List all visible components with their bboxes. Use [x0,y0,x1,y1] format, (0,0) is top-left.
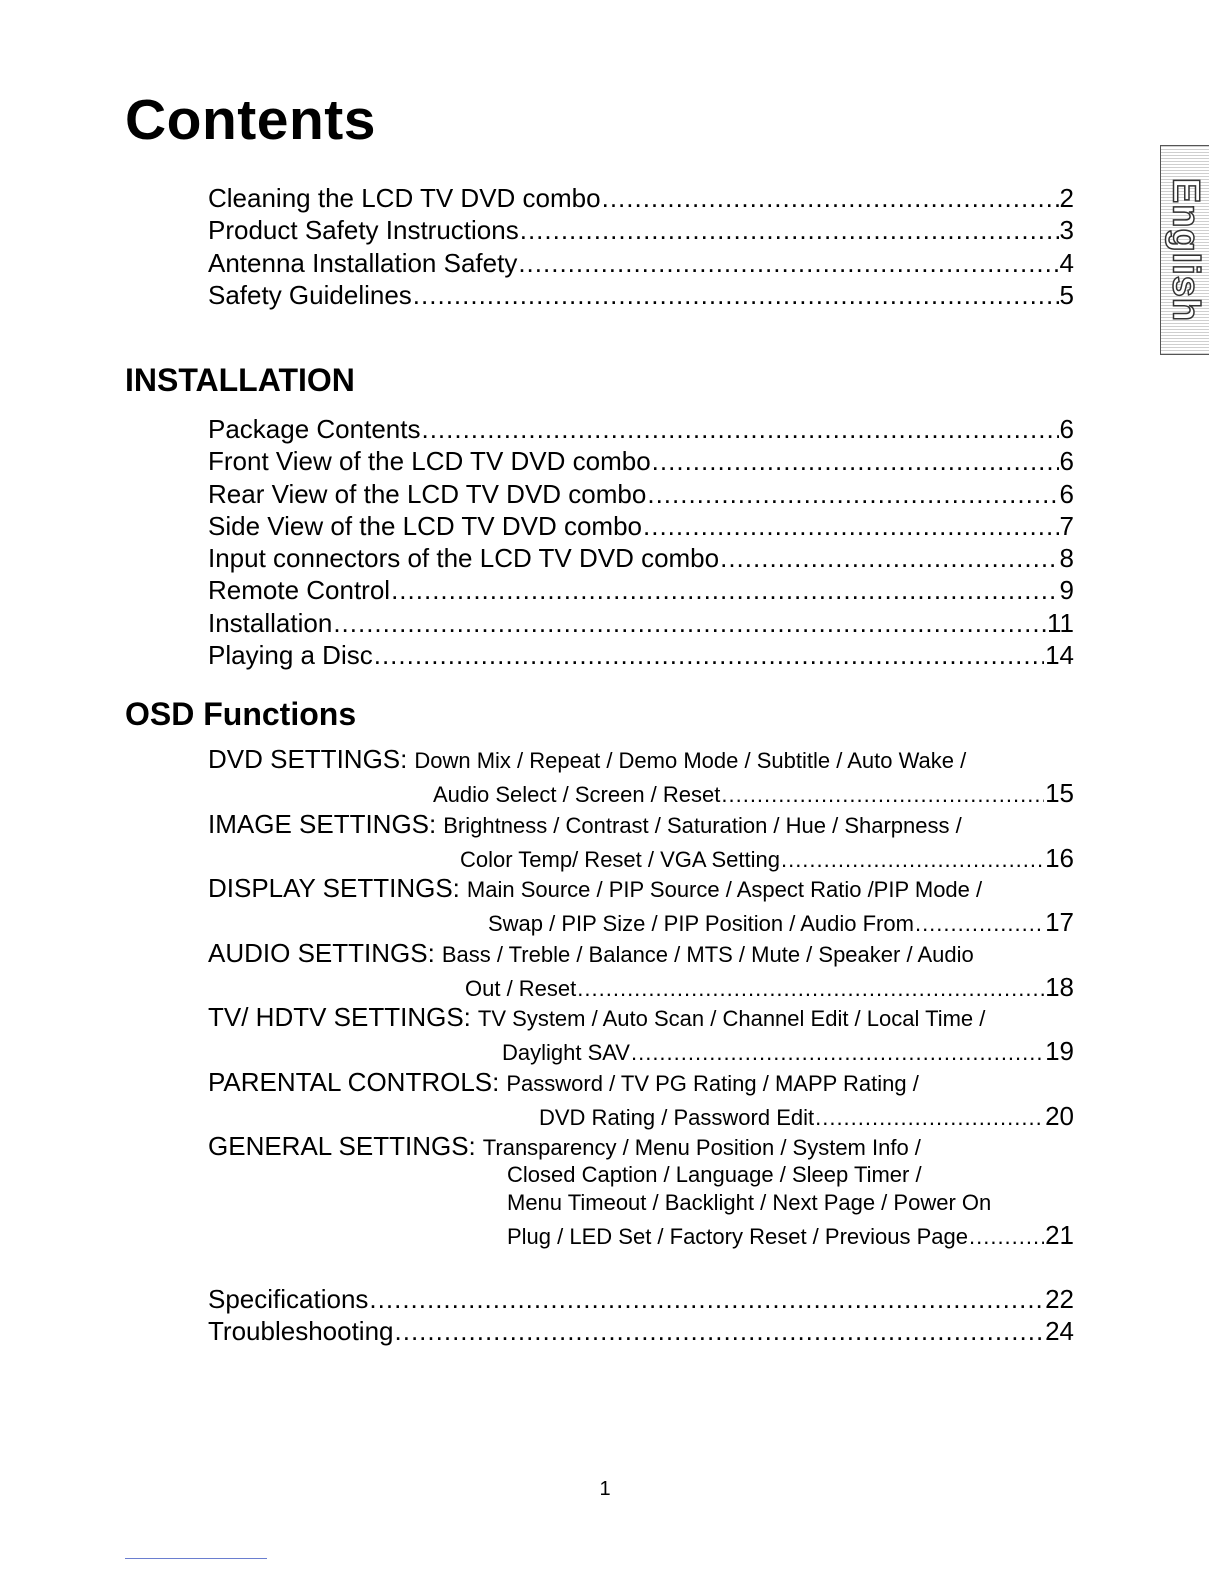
toc-entry-page: 24 [1045,1316,1074,1347]
osd-items-line: Swap / PIP Size / PIP Position / Audio From [488,911,914,936]
toc-entry-title: Package Contents [208,414,421,444]
osd-items-line: Plug / LED Set / Factory Reset / Previous Page [507,1224,968,1249]
dot-leader [721,782,1044,808]
toc-entry-page: 4 [1059,247,1074,278]
toc-entry-page: 16 [1045,843,1074,873]
osd-items-line: Audio Select / Screen / Reset [433,782,721,807]
toc-entry-title: Troubleshooting [208,1316,394,1347]
dot-leader [631,1040,1044,1066]
osd-entry-general-settings[interactable] [208,1131,1074,1252]
toc-entry[interactable] [208,279,1074,311]
osd-category: PARENTAL CONTROLS: [208,1067,500,1097]
toc-entry[interactable] [208,574,1074,606]
toc-entry[interactable] [208,413,1074,445]
toc-entry-page: 6 [1059,414,1074,444]
toc-entry-page: 3 [1059,215,1074,246]
toc-entry-page: 15 [1045,778,1074,808]
toc-entry[interactable] [208,639,1074,671]
toc-entry-page: 11 [1047,607,1074,638]
language-tab-label: English [1164,177,1207,323]
toc-entry-page: 8 [1059,543,1074,574]
dot-leader [577,976,1044,1002]
toc-entry-title: Product Safety Instructions [208,215,519,246]
osd-category: DVD SETTINGS: [208,744,408,774]
toc-entry-title: Playing a Disc [208,640,373,671]
toc-entry[interactable] [208,214,1074,246]
dot-leader [815,1105,1044,1131]
toc-entry-title: Antenna Installation Safety [208,247,518,278]
toc-entry-page: 6 [1059,478,1074,509]
toc-entry-page: 22 [1045,1284,1074,1314]
osd-items-line: Brightness / Contrast / Saturation / Hue / Sharpness / [443,813,962,838]
toc-entry[interactable] [208,510,1074,542]
dot-leader [333,607,1046,639]
dot-leader [374,639,1044,671]
dot-leader [969,1224,1044,1250]
dot-leader [643,510,1059,542]
osd-items-line: Main Source / PIP Source / Aspect Ratio /PIP Mode / [466,877,983,902]
osd-entry-display-settings[interactable] [208,873,1074,939]
dot-leader [395,1315,1045,1347]
dot-leader [520,214,1059,246]
osd-items-line: Menu Timeout / Backlight / Next Page / Power On [507,1190,992,1215]
osd-entry-audio-settings[interactable] [208,938,1074,1004]
dot-leader [915,911,1044,937]
toc-entry-page: 5 [1059,279,1074,310]
toc-entry[interactable] [208,1315,1074,1347]
osd-category: IMAGE SETTINGS: [208,809,437,839]
toc-entry[interactable] [208,247,1074,279]
toc-entry-title: Rear View of the LCD TV DVD combo [208,478,647,509]
toc-entry-page: 9 [1059,575,1074,606]
toc-entry-title: Cleaning the LCD TV DVD combo [208,183,601,213]
toc-entry[interactable] [208,478,1074,510]
osd-items-line: Down Mix / Repeat / Demo Mode / Subtitle / Auto Wake / [414,748,967,773]
toc-entry-page: 21 [1045,1220,1074,1250]
page-title: Contents [125,88,376,152]
osd-items-line: TV System / Auto Scan / Channel Edit / Local Time / [477,1006,986,1031]
toc-entry-page: 2 [1059,183,1074,213]
dot-leader [652,445,1059,477]
toc-entry[interactable] [208,542,1074,574]
osd-entry-parental-controls[interactable] [208,1067,1074,1133]
dot-leader [413,279,1059,311]
page-number: 1 [599,1478,611,1500]
toc-entry-title: Side View of the LCD TV DVD combo [208,510,643,541]
dot-leader [647,478,1058,510]
toc-entry-title: Remote Control [208,575,391,606]
toc-entry-title: Specifications [208,1284,369,1314]
dot-leader [369,1283,1044,1315]
dot-leader [518,247,1058,279]
osd-items-line: Closed Caption / Language / Sleep Timer / [507,1162,922,1187]
toc-entry-page: 19 [1045,1036,1074,1066]
language-tab [1160,145,1209,355]
toc-entry-title: Input connectors of the LCD TV DVD combo [208,543,720,574]
section-heading-osd: OSD Functions [125,696,357,732]
toc-entry[interactable] [208,607,1074,639]
toc-entry-page: 6 [1059,446,1074,477]
toc-entry[interactable] [208,445,1074,477]
dot-leader [391,574,1058,606]
toc-entry-page: 17 [1045,907,1074,937]
osd-category: DISPLAY SETTINGS: [208,873,460,903]
osd-items-line: Color Temp/ Reset / VGA Setting [460,847,780,872]
toc-entry-page: 7 [1059,510,1074,541]
osd-items-line: Daylight SAV [502,1040,630,1065]
osd-category: AUDIO SETTINGS: [208,938,435,968]
osd-items-line: Bass / Treble / Balance / MTS / Mute / Speaker / Audio [441,942,974,967]
section-heading-installation: INSTALLATION [125,362,355,398]
osd-items-line: DVD Rating / Password Edit [539,1105,815,1130]
toc-entry-page: 18 [1045,972,1074,1002]
osd-entry-image-settings[interactable] [208,809,1074,875]
osd-items-line: Transparency / Menu Position / System Info / [482,1135,921,1160]
dot-leader [720,542,1058,574]
toc-entry-page: 20 [1045,1101,1074,1131]
osd-category: TV/ HDTV SETTINGS: [208,1002,471,1032]
dot-leader [421,413,1058,445]
toc-entry[interactable] [208,182,1074,214]
dot-leader [781,847,1044,873]
osd-items-line: Password / TV PG Rating / MAPP Rating / [506,1071,919,1096]
toc-entry[interactable] [208,1283,1074,1315]
dot-leader [602,182,1059,214]
osd-entry-tv-hdtv-settings[interactable] [208,1002,1074,1068]
osd-items-line: Out / Reset [465,976,577,1001]
toc-entry-title: Safety Guidelines [208,279,412,310]
toc-intro-list [208,182,1074,311]
osd-entry-dvd-settings[interactable] [208,744,1074,810]
toc-installation-list [208,413,1074,671]
toc-entry-title: Installation [208,607,333,638]
toc-entry-page: 14 [1045,640,1074,671]
footer-rule [125,1558,267,1559]
osd-category: GENERAL SETTINGS: [208,1131,476,1161]
toc-entry-title: Front View of the LCD TV DVD combo [208,446,651,477]
toc-extra-list [208,1283,1074,1348]
